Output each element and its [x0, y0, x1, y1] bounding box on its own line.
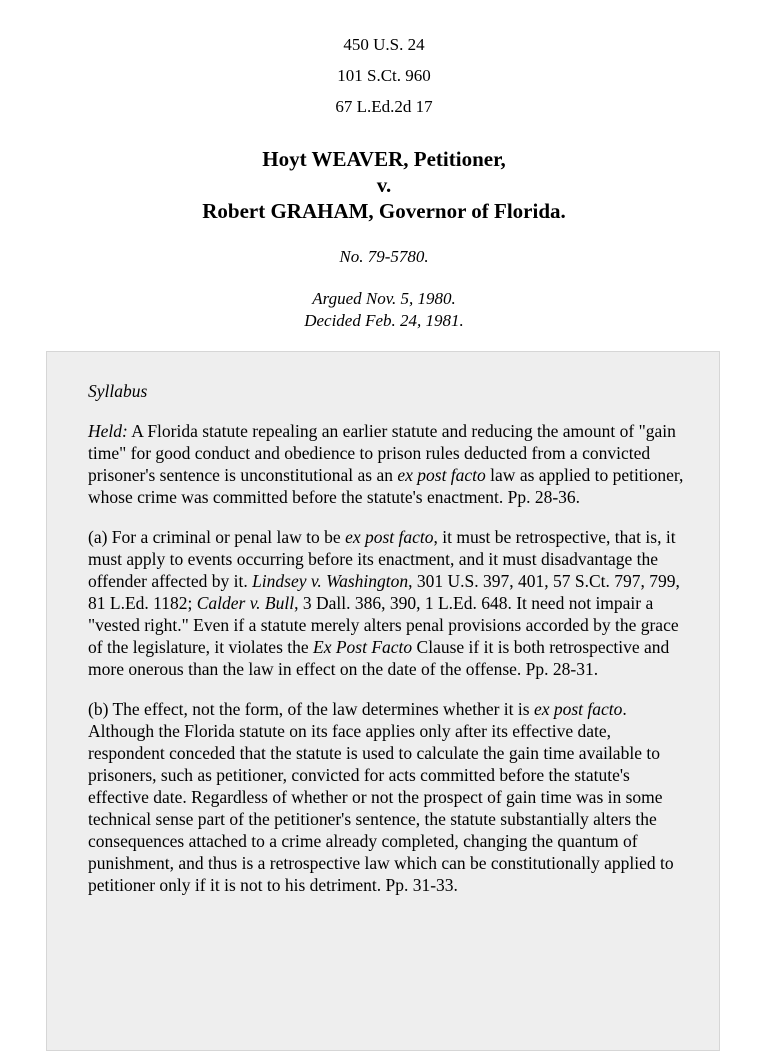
- para-a-em-4: Ex Post Facto: [313, 637, 413, 657]
- citation-supreme-court-reporter: 101 S.Ct. 960: [337, 66, 431, 85]
- decided-date: Decided Feb. 24, 1981.: [304, 311, 464, 330]
- syllabus-panel: [46, 351, 720, 1051]
- caption-petitioner: Hoyt WEAVER, Petitioner,: [262, 147, 506, 171]
- para-a-text-2: , it must be retrospective, that is, it must apply to events occurring before its enactment, and it must disadvantage the offender affected by it.: [88, 527, 676, 591]
- para-a-text-3: , 301 U.S. 397, 401, 57 S.Ct. 797, 799, 81 L.Ed. 1182;: [88, 571, 680, 613]
- held-text-2: law as applied to petitioner, whose crime was committed before the statute's enactment. Pp. 28-36.: [88, 465, 684, 507]
- held-text-1: A Florida statute repealing an earlier statute and reducing the amount of "gain time" for good conduct and obedience to prison rules deducted from a convicted prisoner's sentence is unconstitutional as an: [88, 421, 676, 485]
- argued-date: Argued Nov. 5, 1980.: [312, 289, 456, 308]
- para-a-text-5: Clause if it is both retrospective and more onerous than the law in effect on the date of the offense. Pp. 28-31.: [88, 637, 670, 679]
- paragraph-b: [88, 698, 688, 896]
- docket-number: No. 79-5780.: [339, 247, 429, 266]
- syllabus-heading: Syllabus: [88, 381, 148, 401]
- para-b-text-2: . Although the Florida statute on its face applies only after its effective date, respondent conceded that the statute is used to calculate the gain time available to prisoners, such as petitioner, convicted for acts committed before the statute's effective date. Regardless of whether or not the prospect of gain time was in some technical sense part of the petitioner's sentence, the statute substantially alters the consequences attached to a crime already completed, changing the quantum of punishment, and thus is a retrospective law which can be constitutionally applied to petitioner only if it is not to his detriment. Pp. 31-33.: [88, 699, 674, 895]
- caption-respondent: Robert GRAHAM, Governor of Florida.: [202, 199, 566, 223]
- para-a-em-1: ex post facto: [345, 527, 434, 547]
- para-b-text-1: (b) The effect, not the form, of the law determines whether it is: [88, 699, 534, 719]
- paragraph-a: [88, 526, 688, 680]
- case-caption: [0, 146, 768, 224]
- case-link-lindsey: Lindsey v. Washington: [252, 571, 409, 591]
- citation-lawyers-edition: 67 L.Ed.2d 17: [335, 97, 433, 116]
- held-em-1: ex post facto: [397, 465, 486, 485]
- syllabus-content: [88, 380, 688, 914]
- case-link-calder: Calder v. Bull: [196, 593, 295, 613]
- para-b-em-1: ex post facto: [533, 699, 623, 719]
- caption-versus: v.: [376, 173, 392, 197]
- held-paragraph: [88, 420, 688, 508]
- citation-us-reports: 450 U.S. 24: [343, 35, 425, 54]
- held-label: Held:: [88, 421, 128, 441]
- para-a-text-4: , 3 Dall. 386, 390, 1 L.Ed. 648. It need not impair a "vested right." Even if a statute merely alters penal provisions accorded by the grace of the legislature, it violates the: [88, 593, 679, 657]
- para-a-text-1: (a) For a criminal or penal law to be: [88, 527, 346, 547]
